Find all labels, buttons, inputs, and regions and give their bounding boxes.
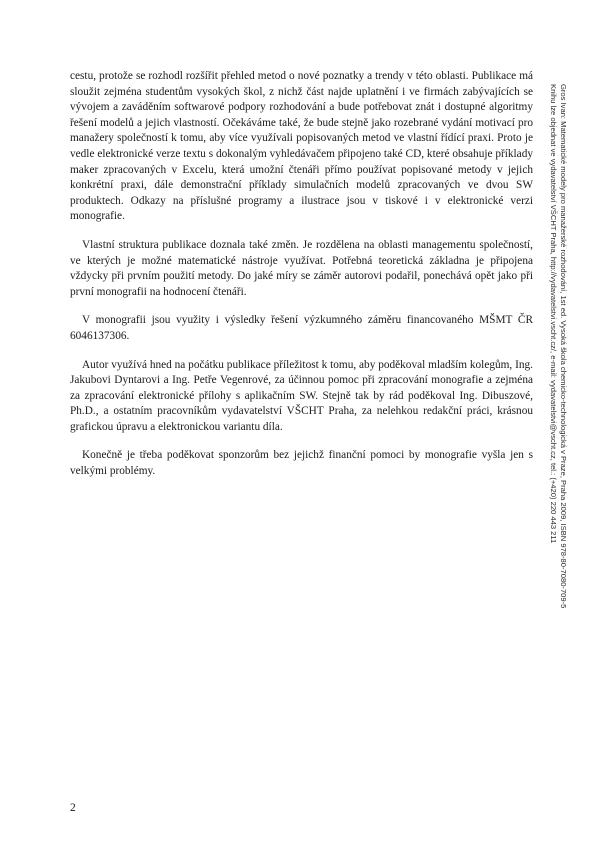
paragraph-acknowledgements: Autor využívá hned na počátku publikace příležitost k tomu, aby poděkoval mladším kolegům, Ing. Jakubovi Dyntarovi a Ing. Petře Vegenrové, za účinnou pomoc při zpracování monografie a zejména za zpracování elektronické přílohy s aplikačním SW. Stejně tak by rád poděkoval Ing. Dibuszové, Ph.D., a ostatním pracovníkům vydavatelství VŠCHT Praha, za nelehkou redakční práci, krásnou grafickou úpravu a elektronickou variantu díla.: [70, 358, 533, 433]
page-number: 2: [70, 802, 76, 814]
body-text: [70, 69, 533, 493]
side-note-order-info: Knihu lze objednat ve vydavatelství VŠCHT Praha, http://vydavatelstvi.vscht.cz/, e-mail: vydavatelstvi@vscht.cz, tel.: (+420) 220 443 211: [549, 84, 558, 544]
publisher-side-note: [548, 84, 568, 784]
paragraph-research-grant: V monografii jsou využity i výsledky řešení výzkumného záměru financovaného MŠMT ČR 6046137306.: [70, 314, 533, 342]
paragraph-sponsors: Konečně je třeba poděkovat sponzorům bez jejichž finanční pomoci by monografie vyšla jen s velkými problémy.: [70, 449, 533, 478]
paragraph-continuation: cestu, protože se rozhodl rozšířit přehled metod o nové poznatky a trendy v této oblasti. Publikace má sloužit zejména studentům vysokých škol, z nichž část najde uplatnění i ve firmách zabývajících se vývojem a zaváděním softwarové podpory rozhodování a bude potřebovat znát i dostupné algoritmy řešení modelů a jejich vlastností. Očekáváme také, že bude stejně jako rozebrané vydání motivací pro manažery společností k tomu, aby více využívali popisovaných metod ve vlastní řídící praxi. Proto je vedle elektronické verze textu s dokonalým vyhledávačem připojeno také CD, které obsahuje příklady maker zpracovaných v Excelu, která umožní čtenáři přímo používat popisované metody v jejich konkrétní praxi, dále demonstrační příklady simulačních modelů zpracovaných ve dvou SW produktech. Odkazy na příslušné programy a ilustrace jsou v tiskové i v elektronické verzi monografie.: [70, 70, 533, 223]
side-note-citation: Gros Ivan: Matematické modely pro manažerské rozhodování, 1st ed. Vysoká škola chemicko-technologická v Praze, Praha 2009, ISBN 978-80-7080-709-5: [559, 84, 568, 609]
paragraph-structure: Vlastní struktura publikace doznala také změn. Je rozdělena na oblasti managementu společností, ve kterých je možné matematické nástroje využívat. Potřebná teoretická základna je připojena vždycky při prvním použití metody. Do jaké míry se záměr autorovi podařil, ponechává opět jako při první monografii na hodnocení čtenáři.: [70, 238, 533, 298]
